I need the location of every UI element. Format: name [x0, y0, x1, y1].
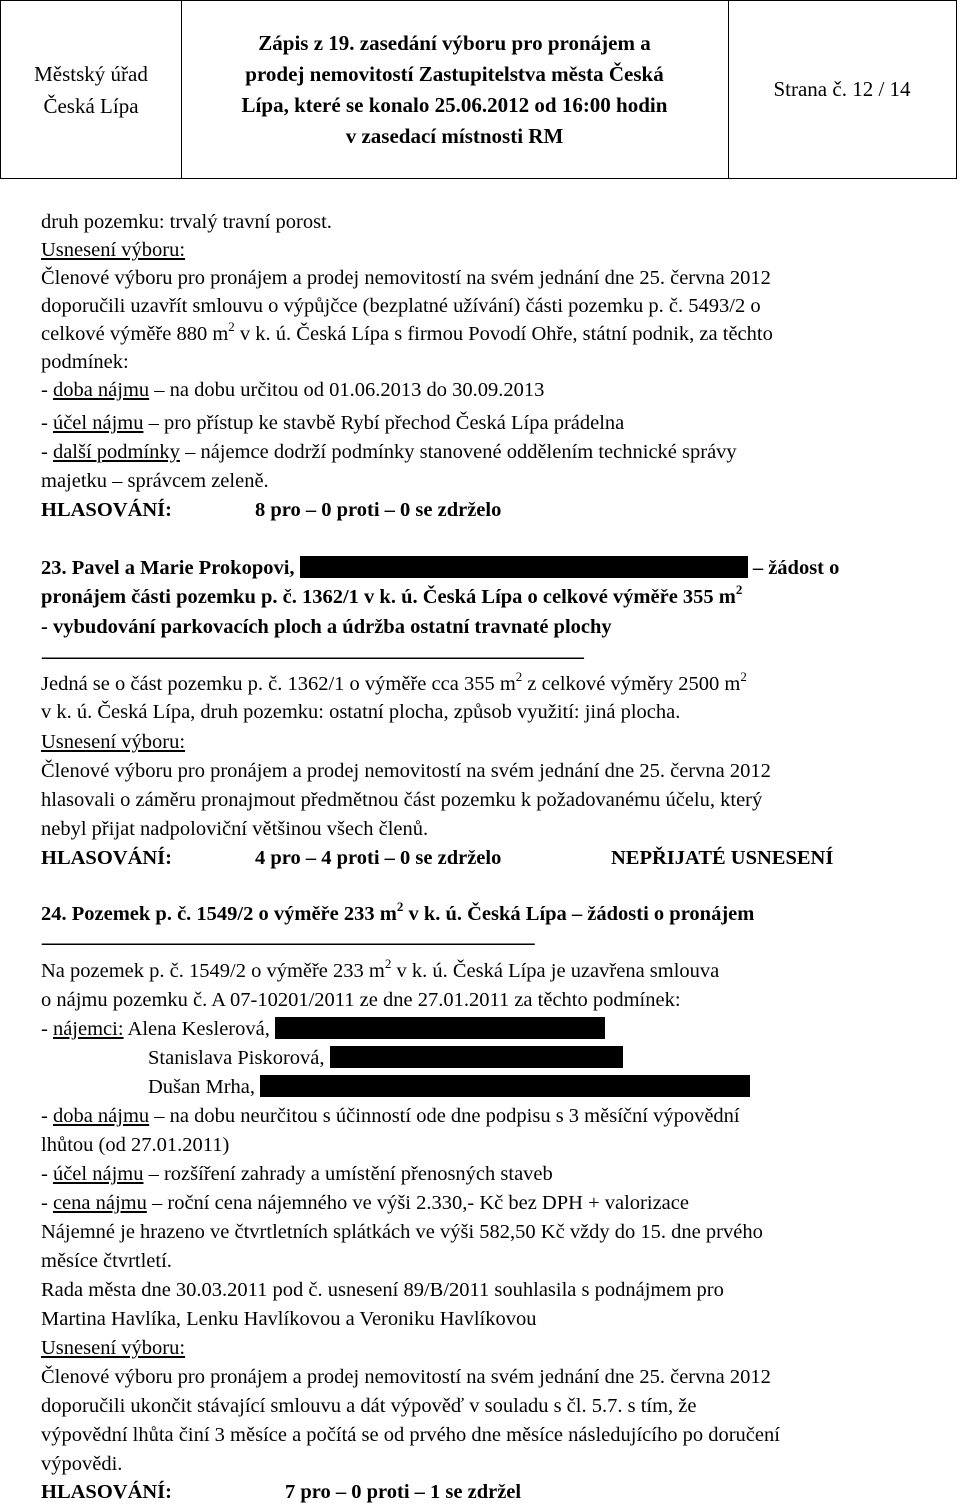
header-title — [181, 1, 729, 178]
text-line: majetku – správcem zeleně. — [41, 470, 269, 492]
header-organization — [1, 1, 182, 178]
text-line: Členové výboru pro pronájem a prodej nemovitostí na svém jednání dne 25. června 2012 — [41, 760, 771, 782]
text-line: Rada města dne 30.03.2011 pod č. usnesení 89/B/2011 souhlasila s podnájmem pro — [41, 1279, 724, 1301]
text-line: druh pozemku: trvalý travní porost. — [41, 211, 332, 233]
text-line: v k. ú. Česká Lípa, druh pozemku: ostatní plocha, způsob využití: jiná plocha. — [41, 701, 681, 723]
text-line: Jedná se o část pozemku p. č. 1362/1 o výměře cca 355 $m^2$ z celkové výměry 2500 $m^2$ — [41, 669, 747, 695]
vote-result: HLASOVÁNÍ: 8 pro – 0 proti – 0 se zdrželo — [41, 499, 502, 521]
redacted-block — [260, 1075, 750, 1097]
resolution-heading: Usnesení výboru: — [41, 1337, 186, 1359]
resolution-heading: Usnesení výboru: — [41, 731, 186, 753]
text-line: doporučili uzavřít smlouvu o výpůjčce (bezplatné užívání) části pozemku p. č. 5493/2 o — [41, 295, 761, 317]
text-line: podmínek: — [41, 351, 129, 373]
text-line: celkové výměře 880 $m^2$ v k. ú. Česká Lípa s firmou Povodí Ohře, státní podnik, za těchto — [41, 319, 773, 345]
condition-line: - doba nájmu – na dobu neurčitou s účinností ode dne podpisu s 3 měsíční výpovědní — [41, 1105, 740, 1127]
title-line: v zasedací místnosti RM — [345, 123, 564, 148]
text-line: Na pozemek p. č. 1549/2 o výměře 233 $m^2$ v k. ú. Česká Lípa je uzavřena smlouva — [41, 956, 720, 982]
vote-result: HLASOVÁNÍ: 4 pro – 4 proti – 0 se zdrželo NEPŘIJATÉ USNESENÍ — [41, 847, 834, 869]
page-header — [0, 0, 957, 179]
text-line: hlasovali o záměru pronajmout předmětnou část pozemku k požadovanému účelu, který — [41, 789, 763, 811]
text-line: výpovědi. — [41, 1453, 123, 1475]
title-line: Zápis z 19. zasedání výboru pro pronájem a — [258, 30, 651, 55]
text-line: Nájemné je hrazeno ve čtvrtletních splátkách ve výši 582,50 Kč vždy do 15. dne prvého — [41, 1221, 763, 1243]
tenant-line: Stanislava Piskorová, — [148, 1046, 623, 1070]
item-heading: pronájem části pozemku p. č. 1362/1 v k. ú. Česká Lípa o celkové výměře 355 $m^2$ — [41, 582, 743, 608]
redacted-block — [330, 1046, 623, 1068]
text-line: Členové výboru pro pronájem a prodej nemovitostí na svém jednání dne 25. června 2012 — [41, 267, 771, 289]
vote-result: HLASOVÁNÍ: 7 pro – 0 proti – 1 se zdržel — [41, 1481, 522, 1503]
item-heading: - vybudování parkovacích ploch a údržba ostatní travnaté plochy — [41, 616, 612, 638]
condition-line: - cena nájmu – roční cena nájemného ve výši 2.330,- Kč bez DPH + valorizace — [41, 1192, 689, 1214]
title-line: prodej nemovitostí Zastupitelstva města Česká — [245, 61, 664, 86]
page-number: Strana č. 12 / 14 — [773, 77, 911, 101]
text-line: doporučili ukončit stávající smlouvu a dát výpověď v souladu s čl. 5.7. s tím, že — [41, 1395, 697, 1417]
tenant-line: - nájemci: Alena Keslerová, — [41, 1017, 605, 1041]
condition-line: - další podmínky – nájemce dodrží podmínky stanovené oddělením technické správy — [41, 441, 737, 463]
item-heading: 24. Pozemek p. č. 1549/2 o výměře 233 $m^2$ v k. ú. Česká Lípa – žádosti o pronájem — [41, 899, 755, 925]
item-heading: 23. Pavel a Marie Prokopovi, – žádost o — [41, 557, 840, 579]
separator-line: ---------------------------------------------------------------------------------------------------- — [41, 932, 534, 954]
text-line: nebyl přijat nadpoloviční většinou všech členů. — [41, 818, 429, 840]
condition-line: - účel nájmu – pro přístup ke stavbě Rybí přechod Česká Lípa prádelna — [41, 412, 625, 434]
org-line: Městský úřad — [34, 61, 148, 86]
redacted-block — [300, 556, 748, 578]
condition-line: - účel nájmu – rozšíření zahrady a umístění přenosných staveb — [41, 1163, 553, 1185]
text-line: měsíce čtvrtletí. — [41, 1250, 172, 1272]
text-line: lhůtou (od 27.01.2011) — [41, 1134, 230, 1156]
resolution-heading: Usnesení výboru: — [41, 239, 186, 261]
title-line: Lípa, které se konalo 25.06.2012 od 16:00 hodin — [241, 92, 668, 117]
condition-line: - doba nájmu – na dobu určitou od 01.06.2013 do 30.09.2013 — [41, 379, 545, 401]
text-line: Martina Havlíka, Lenku Havlíkovou a Veroniku Havlíkovou — [41, 1308, 537, 1330]
tenant-line: Dušan Mrha, — [148, 1075, 750, 1099]
redacted-block — [275, 1017, 605, 1039]
text-line: o nájmu pozemku č. A 07-10201/2011 ze dne 27.01.2011 za těchto podmínek: — [41, 989, 681, 1011]
org-line: Česká Lípa — [43, 93, 139, 118]
text-line: výpovědní lhůta činí 3 měsíce a počítá se od prvého dne měsíce následujícího po doručení — [41, 1424, 780, 1446]
text-line: Členové výboru pro pronájem a prodej nemovitostí na svém jednání dne 25. června 2012 — [41, 1366, 771, 1388]
separator-line: -------------------------------------------------------------------------------------------------------------- — [41, 646, 583, 668]
